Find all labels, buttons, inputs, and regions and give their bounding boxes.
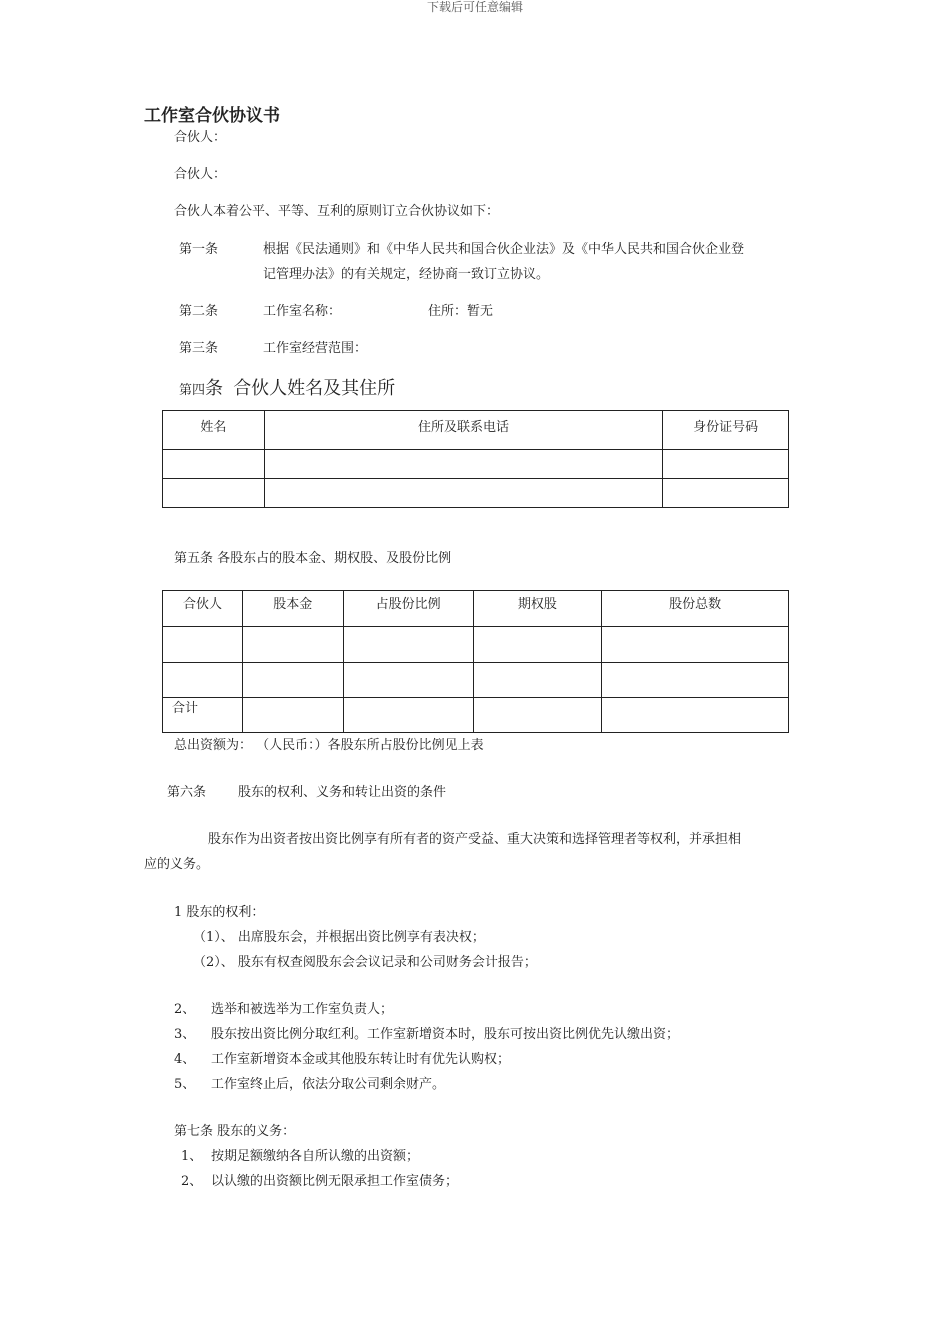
- rights-item-4-num: 4、: [174, 1052, 196, 1067]
- table1-header-address: 住所及联系电话: [264, 411, 663, 450]
- table-cell[interactable]: [242, 663, 343, 698]
- table-cell[interactable]: [242, 698, 343, 733]
- partner-line-2: 合伙人：: [174, 167, 227, 182]
- rights-item-3-text: 股东按出资比例分取红利。工作室新增资本时，股东可按出资比例优先认缴出资；: [211, 1027, 680, 1042]
- partner-line-1: 合伙人：: [174, 130, 227, 145]
- rights-item-4-text: 工作室新增资本金或其他股东转让时有优先认购权；: [211, 1052, 511, 1067]
- table-cell[interactable]: [602, 627, 789, 663]
- total-capital-line: 总出资额为： （人民币：）各股东所占股份比例见上表: [174, 738, 484, 753]
- table2-header-partner: 合伙人: [163, 591, 243, 627]
- table-cell[interactable]: [343, 698, 473, 733]
- table-cell[interactable]: [163, 479, 265, 508]
- table-cell[interactable]: [473, 627, 602, 663]
- table-row-total: [163, 698, 789, 733]
- header-note: 下载后可任意编辑: [426, 0, 523, 14]
- article-4-char: 条: [205, 378, 224, 399]
- article-7-heading: 第七条 股东的义务：: [174, 1124, 296, 1139]
- table-cell[interactable]: [602, 698, 789, 733]
- partner-info-table: [162, 410, 789, 508]
- business-scope-label: 工作室经营范围：: [263, 341, 368, 356]
- table-cell[interactable]: [343, 663, 473, 698]
- article-5-heading: 第五条 各股东占的股本金、期权股、及股份比例: [174, 551, 452, 566]
- table-cell[interactable]: [163, 663, 243, 698]
- article-4-heading: [179, 374, 395, 400]
- article-6-para-line-1: 股东作为出资者按出资比例享有所有者的资产受益、重大决策和选择管理者等权利，并承担相: [208, 832, 742, 847]
- table-row: [163, 627, 789, 663]
- obligation-1-text: 按期足额缴纳各自所认缴的出资额；: [211, 1149, 420, 1164]
- rights-item-2-num: 2、: [174, 1002, 196, 1017]
- table-row: [163, 479, 789, 508]
- table-row: [163, 663, 789, 698]
- article-1-label: 第一条: [179, 242, 219, 257]
- table-cell[interactable]: [242, 627, 343, 663]
- rights-item-2-text: 选举和被选举为工作室负责人；: [211, 1002, 394, 1017]
- table-cell[interactable]: [473, 663, 602, 698]
- studio-address: 住所：暂无: [428, 304, 494, 319]
- article-2-label: 第二条: [179, 304, 219, 319]
- obligation-1-num: 1、: [181, 1149, 203, 1164]
- table2-header-ratio: 占股份比例: [343, 591, 473, 627]
- article-3-label: 第三条: [179, 341, 219, 356]
- article-4-text: 合伙人姓名及其住所: [233, 378, 396, 399]
- table-cell[interactable]: [264, 479, 663, 508]
- article-6-label: 第六条: [167, 785, 207, 800]
- obligation-2-num: 2、: [181, 1174, 203, 1189]
- table1-header-name: 姓名: [163, 411, 265, 450]
- rights-item-5-num: 5、: [174, 1077, 196, 1092]
- article-6-title: 股东的权利、义务和转让出资的条件: [238, 785, 447, 800]
- rights-item-5-text: 工作室终止后，依法分取公司剩余财产。: [211, 1077, 446, 1092]
- article-4-prefix: 第四: [179, 383, 206, 398]
- table-cell[interactable]: [343, 627, 473, 663]
- rights-heading: 1 股东的权利：: [174, 905, 265, 920]
- table2-header-total-shares: 股份总数: [602, 591, 789, 627]
- table-cell[interactable]: [163, 627, 243, 663]
- rights-sub-2: （2）、 股东有权查阅股东会会议记录和公司财务会计报告；: [193, 955, 537, 970]
- table2-header-capital: 股本金: [242, 591, 343, 627]
- rights-item-3-num: 3、: [174, 1027, 196, 1042]
- table2-header-options: 期权股: [473, 591, 602, 627]
- document-title: 工作室合伙协议书: [144, 106, 280, 126]
- table-cell[interactable]: [663, 479, 789, 508]
- table-row: [163, 450, 789, 479]
- shareholding-table: [162, 590, 789, 733]
- rights-sub-1: （1）、 出席股东会，并根据出资比例享有表决权；: [193, 930, 485, 945]
- table1-header-id: 身份证号码: [663, 411, 789, 450]
- intro-line: 合伙人本着公平、平等、互利的原则订立合伙协议如下：: [174, 204, 500, 219]
- article-1-line-2: 记管理办法》的有关规定，经协商一致订立协议。: [263, 267, 550, 282]
- article-6-para-line-2: 应的义务。: [144, 857, 210, 872]
- table-cell[interactable]: [264, 450, 663, 479]
- table-cell[interactable]: [602, 663, 789, 698]
- studio-name-label: 工作室名称：: [263, 304, 342, 319]
- article-1-line-1: 根据《民法通则》和《中华人民共和国合伙企业法》及《中华人民共和国合伙企业登: [263, 242, 745, 257]
- table2-total-label: 合计: [163, 698, 243, 733]
- table-cell[interactable]: [163, 450, 265, 479]
- table-cell[interactable]: [663, 450, 789, 479]
- table-cell[interactable]: [473, 698, 602, 733]
- obligation-2-text: 以认缴的出资额比例无限承担工作室债务；: [211, 1174, 459, 1189]
